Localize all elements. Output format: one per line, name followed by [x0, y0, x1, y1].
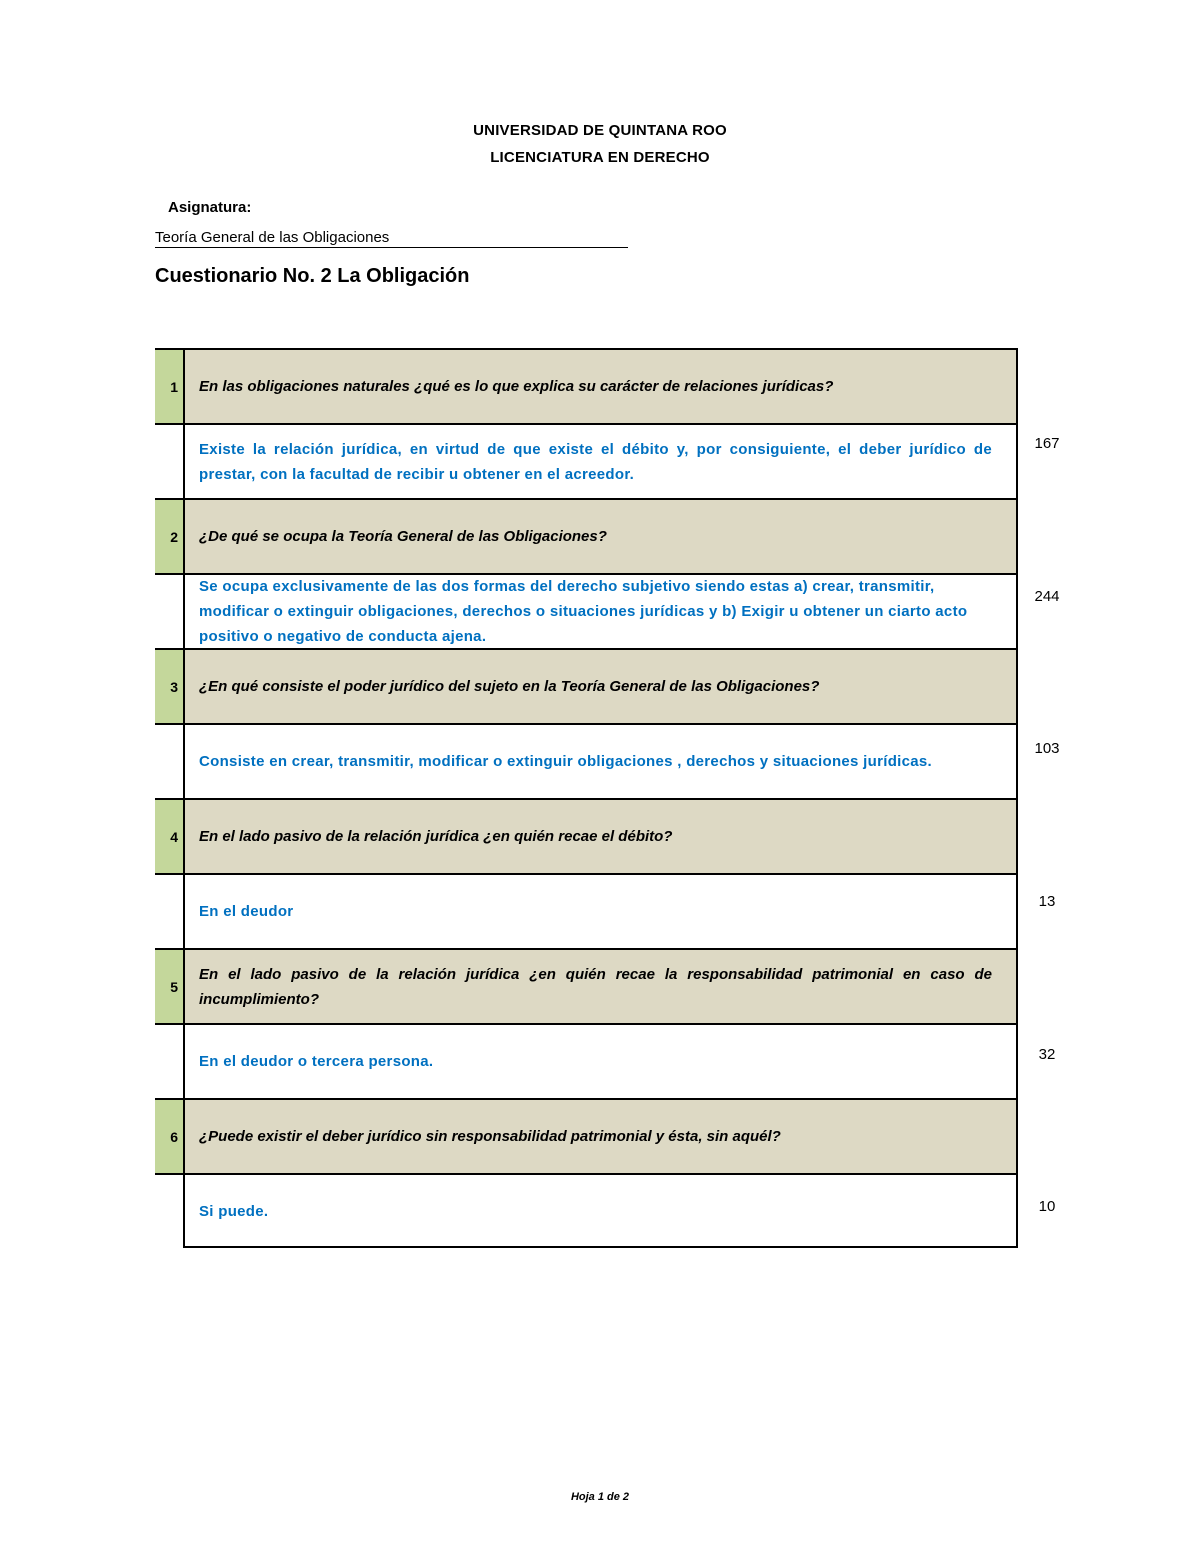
question-number: 3 — [155, 648, 185, 723]
side-value: 32 — [1038, 1046, 1056, 1063]
question-number: 5 — [155, 948, 185, 1023]
side-value: 10 — [1038, 1198, 1056, 1215]
answer-number-cell — [155, 423, 185, 498]
question-text: ¿En qué consiste el poder jurídico del sujeto en la Teoría General de las Obligaciones? — [185, 648, 1018, 723]
question-number: 6 — [155, 1098, 185, 1173]
answer-row — [155, 723, 1018, 798]
answer-row — [155, 1023, 1018, 1098]
answer-text: En el deudor — [185, 873, 1018, 948]
answer-number-cell — [155, 873, 185, 948]
question-row — [155, 948, 1018, 1023]
answer-text: Existe la relación jurídica, en virtud de que existe el débito y, por consiguiente, el deber jurídico de prestar, con la facultad de recibir u obtener en el acreedor. — [185, 423, 1018, 498]
answer-text: Se ocupa exclusivamente de las dos formas del derecho subjetivo siendo estas a) crear, transmitir, modificar o extinguir obligaciones, derechos o situaciones jurídicas y b) Exigir u obtener un ciarto acto positivo o negativo de conducta ajena. — [185, 573, 1018, 648]
answer-row — [155, 423, 1018, 498]
answer-number-cell — [155, 1173, 185, 1248]
answer-text: En el deudor o tercera persona. — [185, 1023, 1018, 1098]
answer-text: Si puede. — [185, 1173, 1018, 1248]
question-number: 2 — [155, 498, 185, 573]
side-value: 244 — [1034, 588, 1060, 605]
question-text: En el lado pasivo de la relación jurídica ¿en quién recae el débito? — [185, 798, 1018, 873]
side-value: 13 — [1038, 893, 1056, 910]
side-value: 103 — [1034, 740, 1060, 757]
answer-text: Consiste en crear, transmitir, modificar o extinguir obligaciones , derechos y situaciones jurídicas. — [185, 723, 1018, 798]
answer-row — [155, 573, 1018, 648]
question-number: 1 — [155, 348, 185, 423]
university-name: UNIVERSIDAD DE QUINTANA ROO — [473, 122, 727, 139]
question-row — [155, 1098, 1018, 1173]
answer-row — [155, 873, 1018, 948]
subject-value: Teoría General de las Obligaciones — [155, 229, 628, 248]
answer-number-cell — [155, 1023, 185, 1098]
page-footer: Hoja 1 de 2 — [570, 1491, 630, 1503]
question-row — [155, 798, 1018, 873]
subject-label: Asignatura: — [168, 199, 252, 216]
question-number: 4 — [155, 798, 185, 873]
side-value: 167 — [1034, 435, 1060, 452]
program-name: LICENCIATURA EN DERECHO — [490, 149, 710, 166]
question-text: En las obligaciones naturales ¿qué es lo que explica su carácter de relaciones jurídicas? — [185, 348, 1018, 423]
question-row — [155, 348, 1018, 423]
table-bottom-border — [185, 1246, 1018, 1248]
question-text: ¿Puede existir el deber jurídico sin responsabilidad patrimonial y ésta, sin aquél? — [185, 1098, 1018, 1173]
answer-number-cell — [155, 573, 185, 648]
question-text: En el lado pasivo de la relación jurídica ¿en quién recae la responsabilidad patrimonial en caso de incumplimiento? — [185, 948, 1018, 1023]
page-title: Cuestionario No. 2 La Obligación — [155, 265, 470, 287]
question-row — [155, 648, 1018, 723]
answer-number-cell — [155, 723, 185, 798]
question-text: ¿De qué se ocupa la Teoría General de las Obligaciones? — [185, 498, 1018, 573]
answer-row — [155, 1173, 1018, 1248]
question-row — [155, 498, 1018, 573]
